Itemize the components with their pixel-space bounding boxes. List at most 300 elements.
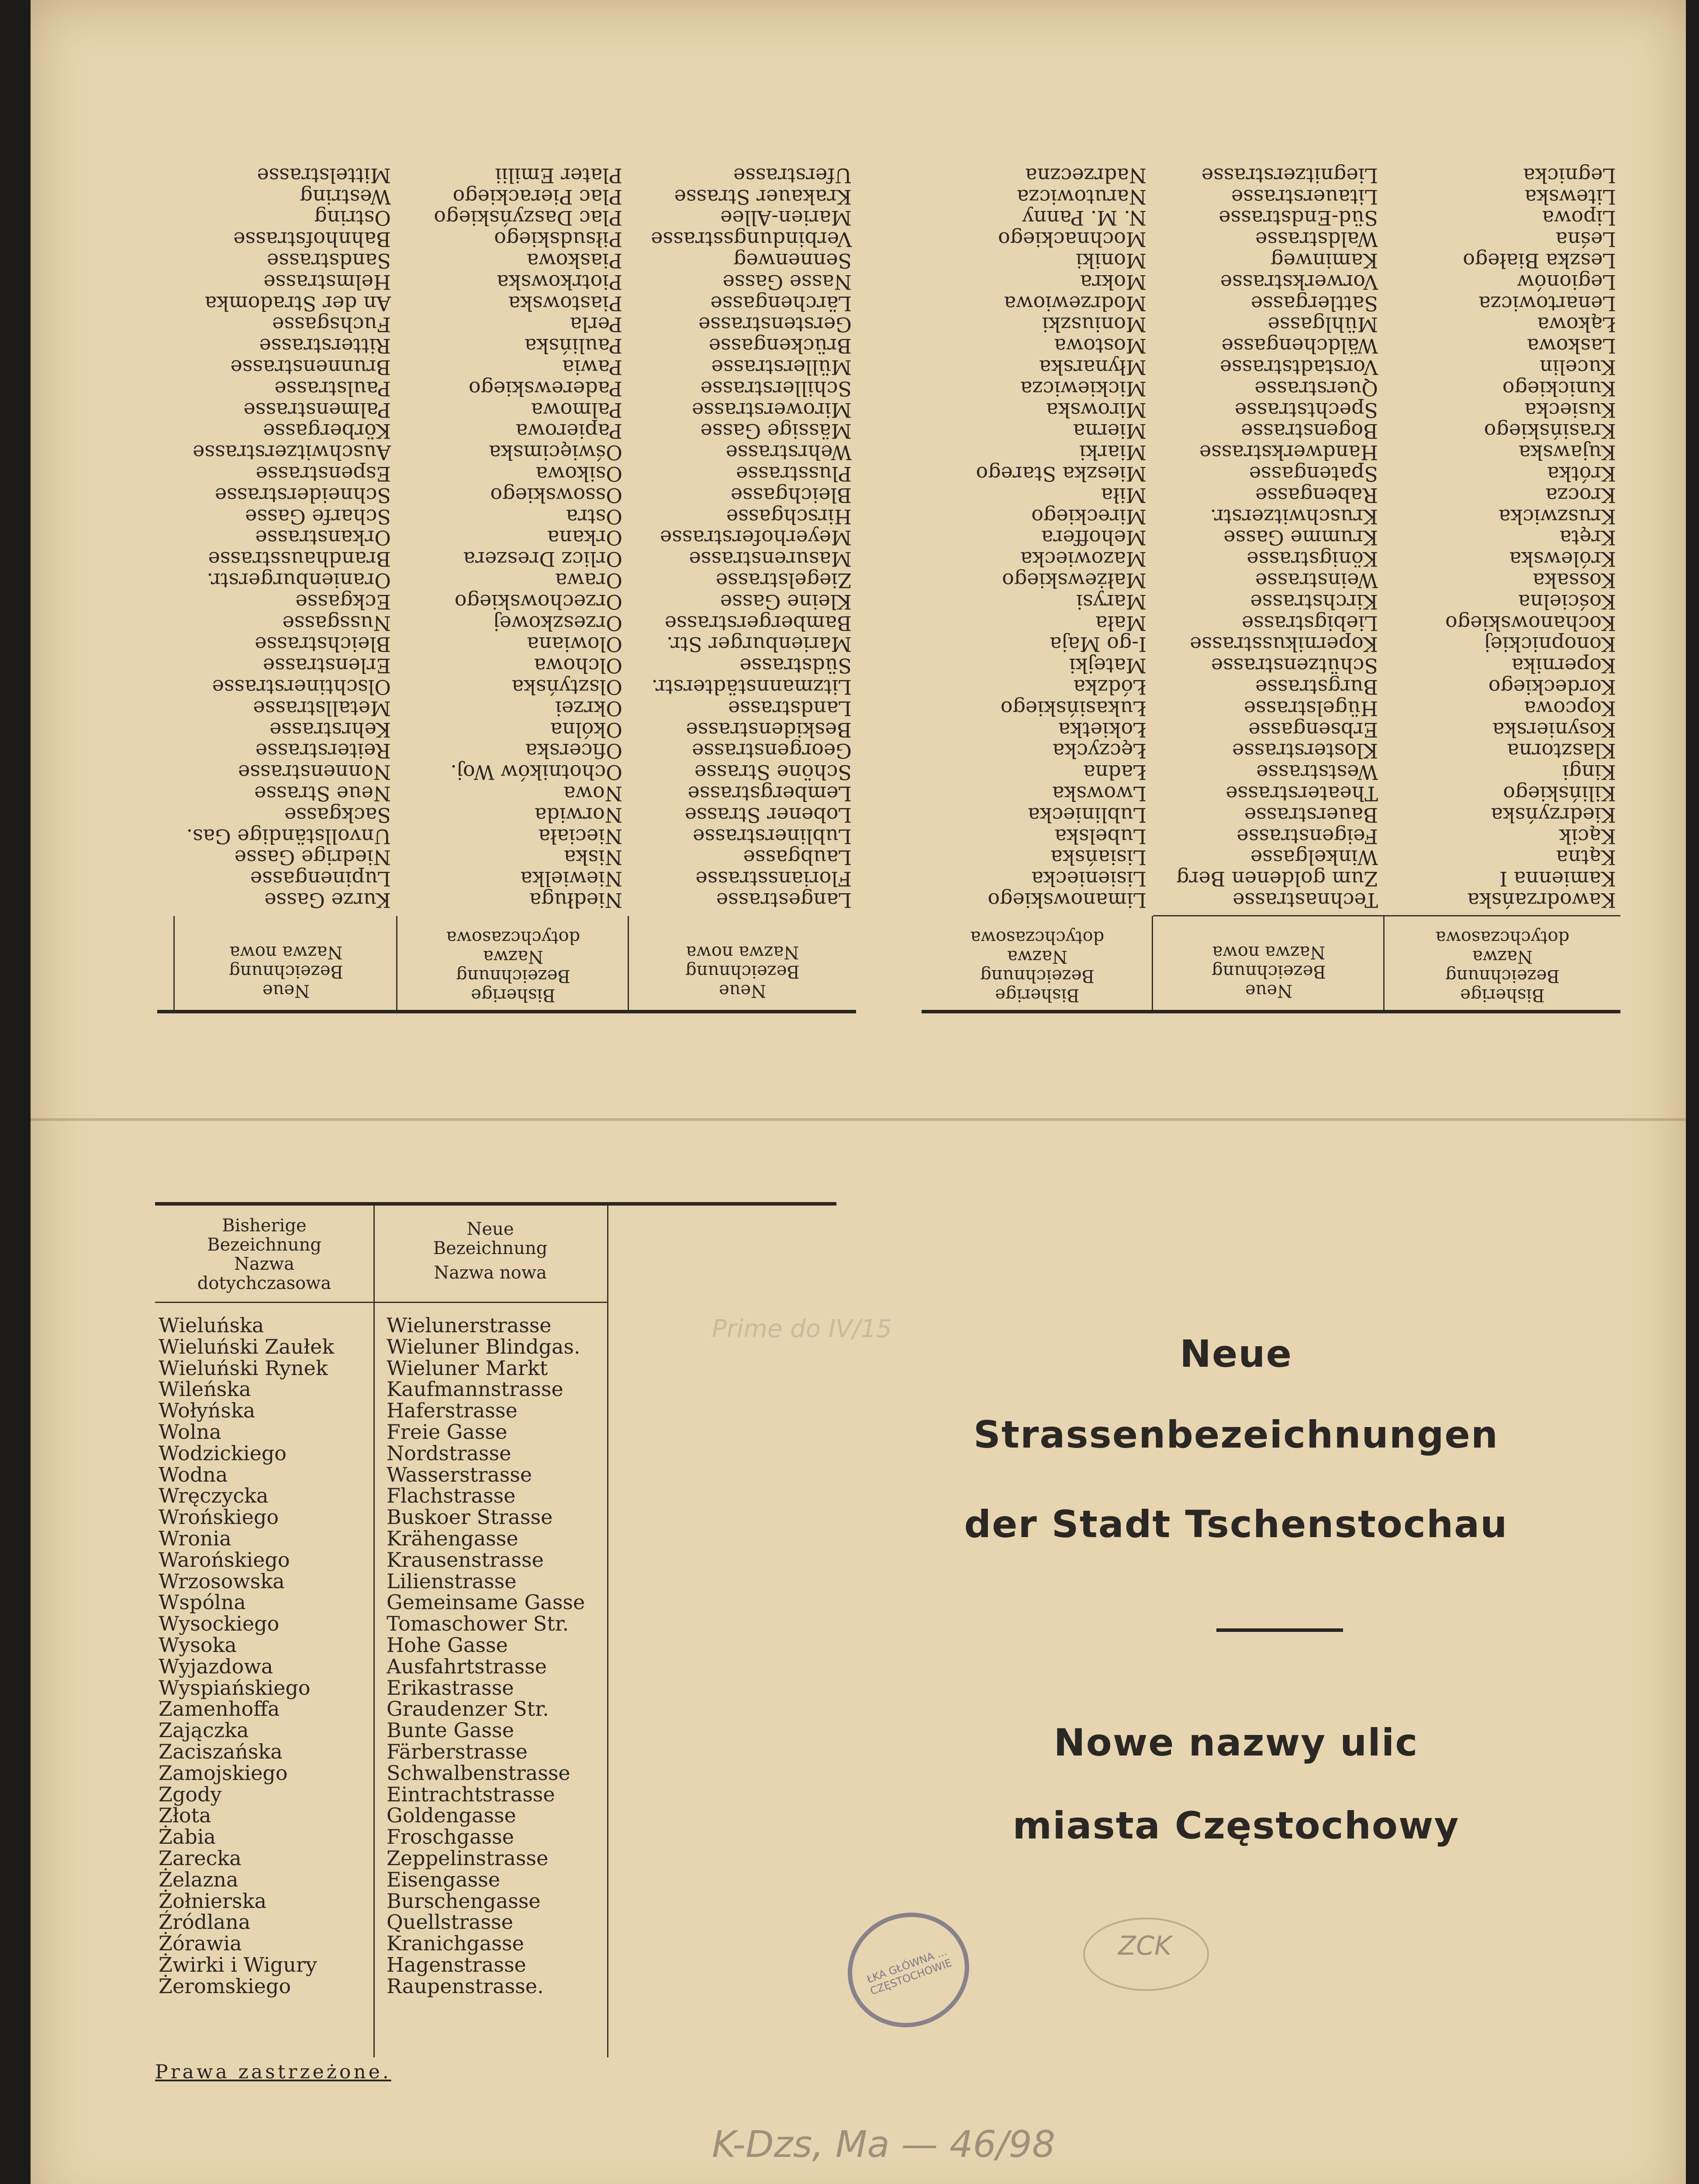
street-old: Miarki (1079, 441, 1146, 465)
street-new: Eisengasse (387, 1867, 501, 1891)
street-old: Lubliniecka (1028, 803, 1146, 827)
street-old: Lipowa (1542, 206, 1616, 230)
street-old: Niedługa (529, 888, 622, 912)
street-new: Hirschgasse (726, 505, 852, 529)
street-new: Schützenstrasse (1211, 654, 1378, 678)
street-new: Neue Strasse (254, 782, 391, 806)
street-new: Querstrasse (1254, 377, 1378, 401)
street-new: Bambergerstrasse (664, 611, 852, 635)
street-new: Landstrasse (728, 696, 852, 720)
street-old: Niska (564, 846, 622, 870)
street-old: Narutowicza (1017, 185, 1146, 209)
street-old: Kochanowskiego (1445, 611, 1616, 635)
street-new: Wäldchengasse (1221, 334, 1378, 358)
street-old: Moniuszki (1042, 313, 1146, 337)
fold-crease (31, 1118, 1686, 1121)
street-old: Łukasińskiego (1000, 696, 1146, 720)
street-old: Piłsudskiego (494, 228, 622, 252)
street-new: Lilienstrasse (387, 1569, 517, 1593)
street-new: Südstrasse (739, 654, 852, 678)
table-top-rule (155, 1202, 836, 1206)
street-new: Floriansstrasse (695, 867, 852, 891)
street-new: Vorwerkstrasse (1220, 270, 1378, 294)
street-old: Lenartowicza (1478, 291, 1616, 315)
street-old: Perla (570, 313, 622, 337)
street-old: Olowiana (527, 632, 622, 657)
street-old: Piastowska (508, 291, 622, 315)
street-old: Limanowskiego (988, 888, 1146, 912)
street-new: Laubgasse (743, 846, 852, 870)
street-old: Kosynierska (1492, 718, 1616, 742)
street-old: Okrzei (555, 696, 622, 720)
street-old: Marysi (1076, 590, 1146, 614)
street-old: Ossowskiego (490, 483, 622, 507)
street-new: Erlenstrasse (262, 654, 391, 678)
street-new: Marienburger Str. (666, 632, 852, 657)
street-old: Olsztyńska (511, 675, 622, 699)
street-old: Warońskiego (159, 1548, 290, 1572)
street-new: Kruschwitzerstr. (1210, 505, 1378, 529)
street-old: Modrzewiowa (1004, 291, 1146, 315)
street-old: Konopnickiej (1484, 632, 1616, 657)
header-new-name: Neue Bezeichnung Nazwa nowa (1212, 942, 1326, 1001)
street-old: Wieluński Zaułek (159, 1334, 335, 1358)
street-new: Wielunerstrasse (387, 1313, 552, 1337)
street-old: Norwida (535, 803, 622, 827)
rights-reserved-note: Prawa zastrzeżone. (155, 2061, 391, 2083)
street-old: Łęczycka (1052, 739, 1146, 763)
street-old: Oświęcimska (489, 441, 622, 465)
street-new: Schillerstrasse (700, 377, 852, 401)
street-old: Łąkowa (1537, 313, 1616, 337)
title-de-line1: Neue (1180, 1332, 1292, 1376)
street-new: Marien-Allee (720, 206, 852, 230)
street-old: Zajączka (159, 1718, 249, 1742)
street-old: Mehoffera (1041, 526, 1146, 550)
street-old: Mochnackiego (998, 228, 1146, 252)
street-old: Żórawia (159, 1932, 242, 1956)
street-new: Lärchengasse (710, 291, 852, 315)
street-old: Okólna (550, 718, 622, 742)
street-new: Theaterstrasse (1226, 782, 1378, 806)
title-pl-line2: miasta Częstochowy (1012, 1804, 1460, 1848)
street-old: Kątna (1556, 846, 1616, 870)
street-new: Flachstrasse (387, 1484, 516, 1508)
street-new: Königstrasse (1247, 547, 1378, 571)
street-old: Zaciszańska (159, 1739, 283, 1763)
street-new: Hohe Gasse (387, 1633, 508, 1657)
street-old: Mierna (1073, 419, 1146, 443)
street-old: Zgody (159, 1782, 222, 1806)
header-old-name: Bisherige Bezeichnung Nazwa dotychczasowa (1435, 927, 1570, 1005)
street-new: Kehrstrasse (269, 718, 391, 742)
street-old: Wileńska (159, 1377, 251, 1401)
street-new: Kaufmannstrasse (387, 1377, 563, 1401)
street-new: Mittelstrasse (257, 163, 391, 187)
street-new: Hügelstrasse (1243, 696, 1378, 720)
street-old: Łódzka (1073, 675, 1146, 699)
street-new: Färberstrasse (387, 1739, 528, 1763)
street-old: Królewska (1509, 547, 1616, 571)
street-new: Krähengasse (387, 1526, 518, 1550)
street-new: Zum goldenen Berg (1176, 867, 1378, 891)
street-old: Ostra (566, 505, 622, 529)
stamp-text: ŁKA GŁÓWNA ... CZĘSTOCHOWIE (865, 1945, 954, 1997)
street-old: Orzechowskiego (454, 590, 622, 614)
street-old: Kącik (1559, 824, 1616, 848)
street-old: Wieluński Rynek (159, 1356, 328, 1380)
street-new: Espenstrasse (256, 462, 391, 486)
street-old: Osikowa (535, 462, 622, 486)
street-old: Wręczycka (159, 1484, 269, 1508)
street-new: Weststrasse (1256, 760, 1378, 784)
street-new: Olschtinerstrasse (212, 675, 391, 699)
street-new: Krumme Gasse (1223, 526, 1378, 550)
street-new: Sattlergasse (1250, 291, 1378, 315)
street-new: An der Stradomka (204, 291, 391, 315)
street-old: Kordeckiego (1488, 675, 1616, 699)
street-new: Bunte Gasse (387, 1718, 514, 1742)
street-old: Żabia (159, 1825, 216, 1849)
street-new: Wehrstrasse (725, 441, 852, 465)
street-old: Ładna (1083, 760, 1146, 784)
street-old: Kunickiego (1502, 377, 1616, 401)
street-new: Liegnitzerstrasse (1201, 163, 1378, 187)
street-new: Ritterstrasse (259, 334, 391, 358)
header-underline (155, 1302, 607, 1303)
street-new: Weinstrasse (1255, 569, 1378, 593)
street-old: Leszka Białego (1463, 249, 1616, 273)
street-old: Wrzosowska (159, 1569, 285, 1593)
street-new: Nonnenstrasse (238, 760, 391, 784)
street-new: Paulstrasse (274, 377, 391, 401)
street-old: Mostowa (1054, 334, 1146, 358)
street-new: Litzmannstädterstr. (651, 675, 852, 699)
street-new: Technastrasse (1233, 888, 1378, 912)
street-new: Krakauer Strasse (674, 185, 852, 209)
header-new-name: Neue Bezeichnung Nazwa nowa (433, 1219, 548, 1283)
street-new: Eckgasse (295, 590, 391, 614)
street-old: Lisieniecka (1031, 867, 1146, 891)
street-old: Młynarska (1039, 356, 1146, 380)
street-new: Kleine Gasse (720, 590, 852, 614)
street-new: Nussgasse (282, 611, 391, 635)
street-old: Kiedrzyńska (1491, 803, 1616, 827)
street-new: Lupinengasse (250, 867, 391, 891)
street-old: Mieszka Starego (976, 462, 1146, 486)
street-old: Wysoka (159, 1633, 237, 1657)
street-new: Lobener Strasse (684, 803, 852, 827)
street-new: Masurenstrasse (689, 547, 852, 571)
street-new: Mühlgasse (1267, 313, 1378, 337)
street-old: Żołnierska (159, 1889, 267, 1913)
street-old: N. M. Panny (1022, 206, 1146, 230)
street-new: Waldstrasse (1255, 228, 1378, 252)
street-new: Hagenstrasse (387, 1952, 526, 1977)
street-old: Krótka (1547, 462, 1616, 486)
street-new: Sandstrasse (267, 249, 391, 273)
street-new: Nasse Gasse (722, 270, 852, 294)
street-new: Haferstrasse (387, 1399, 518, 1423)
street-new: Müllerstrasse (711, 356, 852, 380)
street-old: Mireckiego (1031, 505, 1146, 529)
street-old: Mirowska (1046, 398, 1146, 422)
street-new: Brandhausstrasse (208, 547, 391, 571)
street-old: Zamojskiego (159, 1761, 288, 1785)
street-new: Brunnenstrasse (230, 356, 391, 380)
street-old: Kopernika (1511, 654, 1616, 678)
street-old: Kamienna I (1499, 867, 1616, 891)
street-new: Bauerstrasse (1244, 803, 1378, 827)
street-old: Małżewskiego (1002, 569, 1146, 593)
street-old: Lwowska (1052, 782, 1146, 806)
old-names-column (159, 1315, 334, 1997)
street-old: Orzeszkowej (493, 611, 622, 635)
street-old: Nadrzeczna (1025, 163, 1146, 187)
street-new: Scharfe Gasse (245, 505, 391, 529)
street-new: Gerstenstrasse (698, 313, 852, 337)
street-new: Bleichgasse (730, 483, 852, 507)
street-old: Mickiewicza (1020, 377, 1146, 401)
street-new: Schwalbenstrasse (387, 1761, 570, 1785)
street-old: Orkana (547, 526, 622, 550)
street-old: Krocza (1545, 483, 1616, 507)
title-de-line3: der Stadt Tschenstochau (964, 1503, 1508, 1546)
street-new: Reiterstrasse (255, 739, 391, 763)
street-new: Kirchstrasse (1250, 590, 1378, 614)
street-new: Kaminweg (1271, 249, 1378, 273)
street-new: Kranichgasse (387, 1932, 524, 1956)
street-new: Wasserstrasse (387, 1462, 532, 1486)
street-new: Bahnhofstrasse (233, 228, 391, 252)
street-new: Erikastrasse (387, 1676, 514, 1700)
street-old: Wysockiego (159, 1612, 280, 1636)
street-old: Moniki (1076, 249, 1146, 273)
street-old: Piotrkowska (497, 270, 622, 294)
header-new-name: Neue Bezeichnung Nazwa nowa (685, 942, 800, 1001)
title-pl-line1: Nowe nazwy ulic (1053, 1721, 1419, 1765)
street-old: Złota (159, 1804, 211, 1828)
street-new: Bleichstrasse (255, 632, 391, 657)
street-old: Lubelska (1054, 824, 1146, 848)
header-old-name: Bisherige Bezeichnung Nazwa dotychczasowa (970, 927, 1105, 1005)
header-old-name: Bisherige Bezeichnung Nazwa dotychczasowa (197, 1216, 332, 1293)
street-old: Wrońskiego (159, 1505, 279, 1529)
street-new: Plusstrasse (736, 462, 852, 486)
street-old: Wieluńska (159, 1313, 264, 1337)
street-new: Graudenzer Str. (387, 1697, 549, 1721)
street-new: Uferstrasse (733, 163, 852, 187)
street-new: Orkanstrasse (255, 526, 391, 550)
handwritten-circle (1083, 1918, 1209, 1991)
street-old: Orawa (555, 569, 622, 593)
street-new: Ziegelstrasse (715, 569, 852, 593)
street-new: Froschgasse (387, 1825, 514, 1849)
street-new: Wieluner Blindgas. (387, 1334, 580, 1358)
street-new: Meyerhoferstrasse (660, 526, 852, 550)
faint-handwriting: Prime do IV/15 (712, 1315, 892, 1343)
street-new: Winkelgasse (1250, 846, 1378, 870)
street-new: Burgstrasse (1255, 675, 1378, 699)
street-old: Kopcowa (1524, 696, 1616, 720)
street-old: Legionów (1517, 270, 1616, 294)
street-new: Litauerstrasse (1231, 185, 1378, 209)
street-old: I-go Maja (1050, 632, 1146, 657)
handwritten-note: ZCK (1118, 1931, 1172, 1961)
street-old: Klasztorna (1507, 739, 1616, 763)
street-new: Fuchsgasse (272, 313, 391, 337)
street-new: Eintrachtstrasse (387, 1782, 555, 1806)
street-old: Wyspiańskiego (159, 1676, 311, 1700)
street-new: Sennenweg (733, 249, 852, 273)
street-old: Wronia (159, 1526, 231, 1550)
street-old: Żwirki i Wigury (159, 1952, 317, 1977)
street-new: Handwerkstrasse (1199, 441, 1378, 465)
street-new: Kurze Gasse (264, 888, 391, 912)
street-new: Feigenstrasse (1236, 824, 1378, 848)
table-top-rule (157, 1010, 856, 1013)
street-new: Erbsengasse (1248, 718, 1378, 742)
street-new: Burschengasse (387, 1889, 541, 1913)
table-upper-left (157, 79, 856, 1013)
new-names-column (387, 1315, 585, 1997)
street-new: Helmstrasse (263, 270, 391, 294)
column-divider (373, 1206, 375, 2057)
street-old: Wspólna (159, 1590, 246, 1614)
middle-new-names-column (651, 165, 852, 911)
street-old: Mazowiecka (1020, 547, 1146, 571)
street-new: Rabengasse (1255, 483, 1378, 507)
street-old: Olchowa (534, 654, 622, 678)
street-new: Langestrasse (716, 888, 852, 912)
street-new: Niedrige Gasse (234, 846, 391, 870)
street-old: Legnicka (1523, 163, 1616, 187)
street-old: Zamenhoffa (159, 1697, 280, 1721)
street-new: Zeppelinstrasse (387, 1846, 549, 1870)
street-new: Tomaschower Str. (387, 1612, 569, 1636)
street-old: Kossaka (1533, 569, 1616, 593)
street-old: Wolna (159, 1420, 221, 1444)
street-new: Westring (300, 185, 391, 209)
table-upper-middle-old (922, 79, 1620, 1013)
street-new: Spatengasse (1249, 462, 1378, 486)
street-new: Wieluner Markt (387, 1356, 548, 1380)
street-new: Lembergstrasse (687, 782, 852, 806)
street-old: Kościelna (1518, 590, 1616, 614)
street-old: Plater Emilii (495, 163, 622, 187)
street-new: Vorstadtstrasse (1219, 356, 1378, 380)
street-old: Laskowa (1527, 334, 1616, 358)
header-new-name: Neue Bezeichnung Nazwa nowa (229, 942, 343, 1001)
street-new: Schöne Strasse (694, 760, 852, 784)
street-old: Żelazna (159, 1867, 238, 1891)
street-new: Metallstrasse (253, 696, 391, 720)
street-old: Wołyńska (159, 1399, 256, 1423)
street-new: Auschwitzerstrasse (193, 441, 391, 465)
street-new: Freie Gasse (387, 1420, 508, 1444)
title-divider (1216, 1628, 1343, 1632)
street-old: Miła (1101, 483, 1146, 507)
street-old: Kusiecka (1524, 398, 1616, 422)
title-de-line2: Strassenbezeichnungen (973, 1413, 1499, 1457)
street-new: Spechtstrasse (1235, 398, 1378, 422)
street-new: Quellstrasse (387, 1910, 513, 1934)
street-old: Krasińskiego (1484, 419, 1616, 443)
street-old: Niewielka (520, 867, 622, 891)
street-old: Matejki (1069, 654, 1146, 678)
street-old: Orlicz Dreszera (463, 547, 622, 571)
street-old: Źródlana (159, 1910, 251, 1934)
document-page (31, 0, 1686, 2184)
street-new: Georgenstrasse (692, 739, 852, 763)
street-old: Mała (1095, 611, 1146, 635)
street-new: Ausfahrtstrasse (387, 1654, 547, 1678)
middle-old-names-column (976, 165, 1146, 911)
street-old: Papierowa (515, 419, 622, 443)
street-old: Leśna (1555, 228, 1616, 252)
street-new: Kopernikusstrasse (1190, 632, 1378, 657)
street-old: Wodna (159, 1462, 228, 1486)
street-new: Krausenstrasse (387, 1548, 544, 1572)
street-old: Palmowa (531, 398, 622, 422)
street-new: Beskidenstrasse (686, 718, 852, 742)
street-old: Kawodrzańska (1467, 888, 1616, 912)
street-new: Mässige Gasse (700, 419, 852, 443)
street-old: Nieciała (538, 824, 622, 848)
street-old: Paulińska (525, 334, 622, 358)
street-old: Kujawska (1519, 441, 1616, 465)
column-divider (607, 1206, 608, 2057)
left-new-names-column (186, 165, 391, 911)
street-old: Mokra (1080, 270, 1146, 294)
street-new: Süd-Endstrasse (1219, 206, 1378, 230)
street-old: Nowa (563, 782, 622, 806)
street-old: Zarecka (159, 1846, 242, 1870)
street-new: Bogenstrasse (1241, 419, 1378, 443)
street-new: Verbindungsstrasse (651, 228, 852, 252)
street-old: Plac Daszyńskiego (434, 206, 622, 230)
street-new: Nordstrasse (387, 1441, 511, 1465)
street-new: Körbergasse (263, 419, 391, 443)
street-new: Raupenstrasse. (387, 1974, 544, 1998)
street-new: Brückengasse (708, 334, 852, 358)
street-new: Schneiderstrasse (214, 483, 391, 507)
street-old: Paderewskiego (468, 377, 622, 401)
street-old: Kingi (1562, 760, 1616, 784)
street-old: Lisiańska (1050, 846, 1146, 870)
street-old: Wyjazdowa (159, 1654, 273, 1678)
street-old: Kruszwicka (1499, 505, 1616, 529)
left-old-names-column (434, 165, 622, 911)
street-old: Pawia (562, 356, 622, 380)
street-old: Ochotników Woj. (450, 760, 622, 784)
street-old: Kilińskiego (1503, 782, 1616, 806)
street-new: Buskoer Strasse (387, 1505, 553, 1529)
street-old: Wodzickiego (159, 1441, 287, 1465)
street-old: Plac Pierackiego (452, 185, 622, 209)
handwritten-catalog-number: K-Dzs, Ma — 46/98 (712, 2123, 1056, 2166)
street-new: Ostring (314, 206, 391, 230)
street-old: Oficerska (525, 739, 622, 763)
street-old: Żeromskiego (159, 1974, 291, 1998)
header-old-name: Bisherige Bezeichnung Nazwa dotychczasowa (446, 927, 580, 1005)
street-new: Sackgasse (284, 803, 391, 827)
street-new: Mirowerstrasse (691, 398, 852, 422)
street-old: Litewska (1524, 185, 1616, 209)
street-new: Gemeinsame Gasse (387, 1590, 585, 1614)
street-new: Klosterstrasse (1232, 739, 1378, 763)
street-old: Kucelin (1539, 356, 1616, 380)
